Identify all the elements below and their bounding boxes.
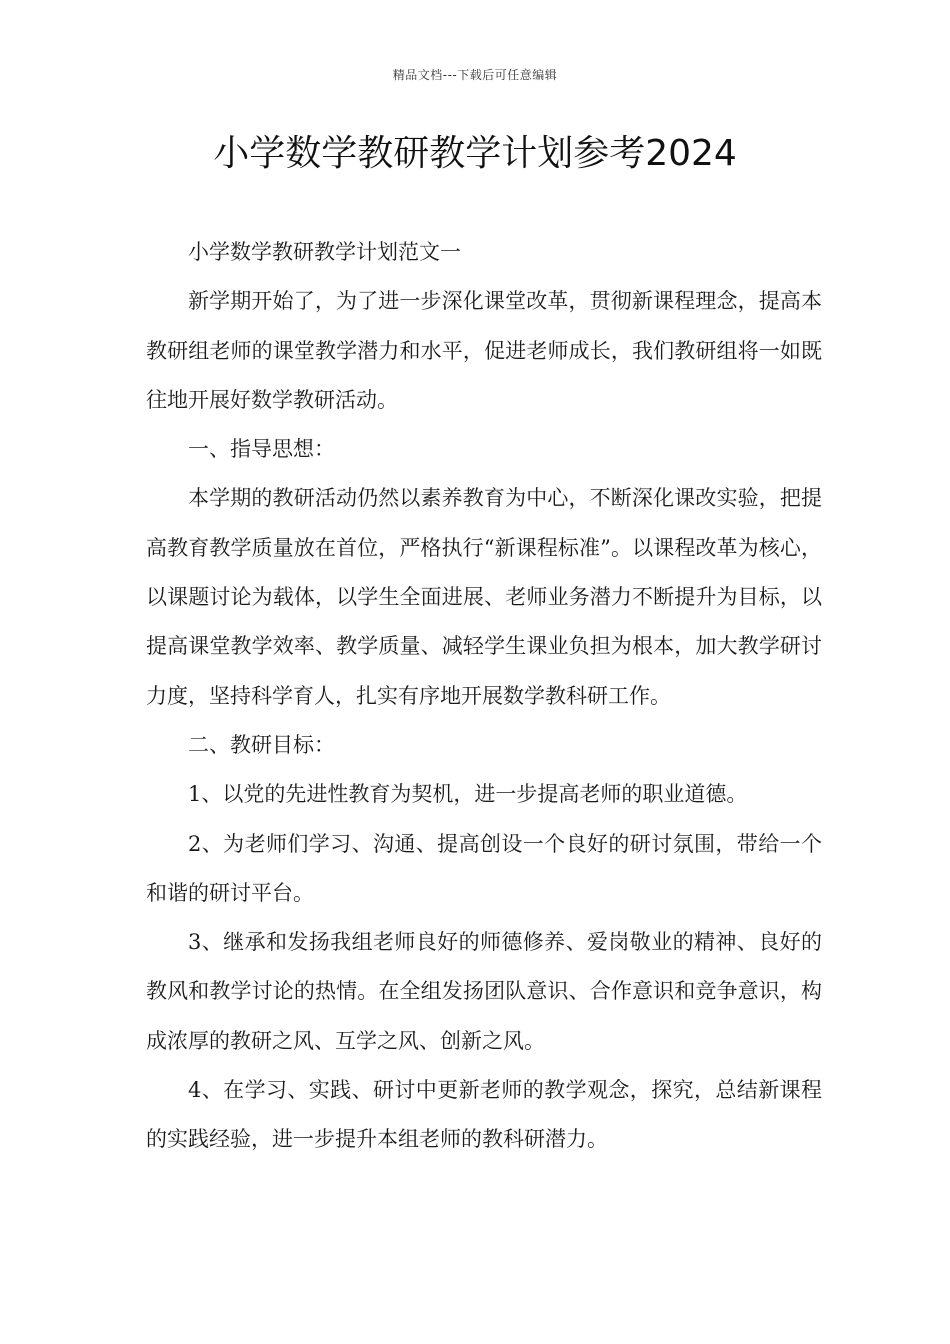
goal-item-3: 3、继承和发扬我组老师良好的师德修养、爱岗敬业的精神、良好的教风和教学讨论的热情。在全组发扬团队意识、合作意识和竞争意识，构成浓厚的教研之风、互学之风、创新之风。 <box>146 930 822 1053</box>
section-heading-guiding-ideology: 一、指导思想： <box>188 437 335 462</box>
goal-item-4: 4、在学习、实践、研讨中更新老师的教学观念，探究，总结新课程的实践经验，进一步提升本组老师的教科研潜力。 <box>146 1078 822 1152</box>
intro-paragraph: 新学期开始了，为了进一步深化课堂改革，贯彻新课程理念，提高本教研组老师的课堂教学潜力和水平，促进老师成长，我们教研组将一如既往地开展好数学教研活动。 <box>146 289 822 412</box>
document-body <box>146 228 822 1165</box>
section-subtitle: 小学数学教研教学计划范文一 <box>188 240 461 264</box>
goal-item-1: 1、以党的先进性教育为契机，进一步提高老师的职业道德。 <box>188 782 748 807</box>
goal-item-2: 2、为老师们学习、沟通、提高创设一个良好的研讨氛围，带给一个和谐的研讨平台。 <box>146 831 822 905</box>
guiding-ideology-paragraph: 本学期的教研活动仍然以素养教育为中心，不断深化课改实验，把提高教育教学质量放在首位，严格执行“新课程标准”。以课程改革为核心，以课题讨论为载体，以学生全面进展、老师业务潜力不断提升为目标，以提高课堂教学效率、教学质量、减轻学生课业负担为根本，加大教学研讨力度，坚持科学育人，扎实有序地开展数学教科研工作。 <box>146 486 822 708</box>
document-title: 小学数学教研教学计划参考2024 <box>213 133 737 174</box>
section-heading-research-goals: 二、教研目标： <box>188 732 335 757</box>
header-note: 精品文档---下载后可任意编辑 <box>392 68 558 82</box>
